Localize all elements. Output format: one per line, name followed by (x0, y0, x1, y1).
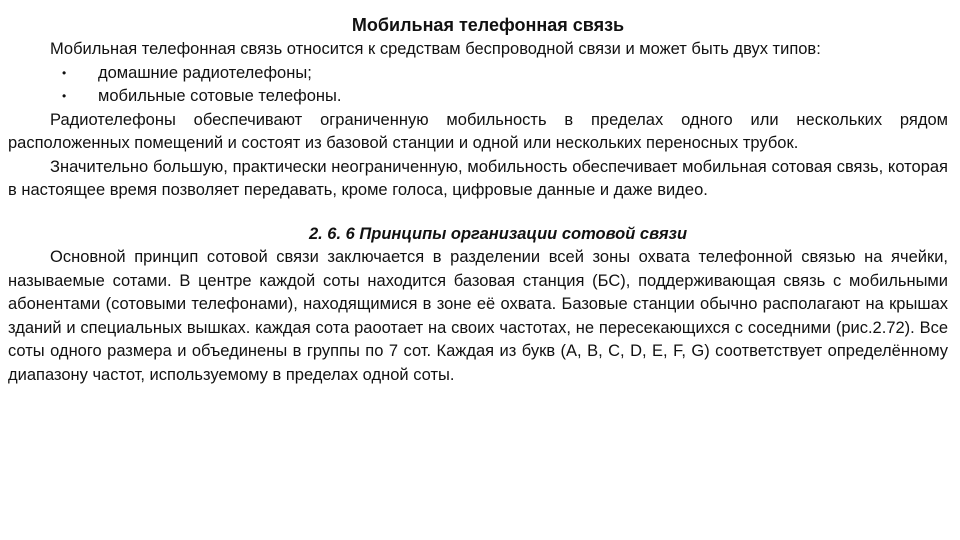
phone-types-list (8, 62, 948, 109)
list-item-text: домашние радиотелефоны; (98, 63, 312, 82)
intro-paragraph: Мобильная телефонная связь относится к средствам беспроводной связи и может быть двух типов: (50, 40, 821, 58)
page-title: Мобильная телефонная связь (351, 15, 625, 35)
list-item-text: мобильные сотовые телефоны. (98, 87, 342, 105)
document-page (8, 14, 948, 387)
list-item (8, 85, 948, 109)
bullet-icon: • (62, 89, 67, 103)
section-heading: 2. 6. 6 Принципы организации сотовой связи (308, 224, 688, 243)
cellular-paragraph: Значительно большую, практически неограниченную, мобильность обеспечивает мобильная сотовая связь, которая в настоящее время позволяет передавать, кроме голоса, цифровые данные и даже видео. (8, 157, 948, 199)
section-body-paragraph: Основной принцип сотовой связи заключается в разделении всей зоны охвата телефонной связью на ячейки, называемые сотами. В центре каждой соты находится базовая станция (БС), поддерживающая связь с мобильными абонентами (сотовыми телефонами), находящимися в зоне её охвата. Базовые станции обычно располагают на крышах зданий и специальных вышках. каждая сота раоотает на своих частотах, не пересекающихся с соседними (рис.2.72). Все соты одного размера и объединены в группы по 7 сот. Каждая из букв (A, B, C, D, E, F, G) соответствует определённому диапазону частот, используемому в пределах одной соты. (8, 248, 948, 384)
radiotelephone-paragraph: Радиотелефоны обеспечивают ограниченную мобильность в пределах одного или нескольких рядом расположенных помещений и состоят из базовой станции и одной или нескольких переносных трубок. (8, 110, 948, 152)
list-item (8, 62, 948, 86)
bullet-icon: • (62, 65, 67, 80)
